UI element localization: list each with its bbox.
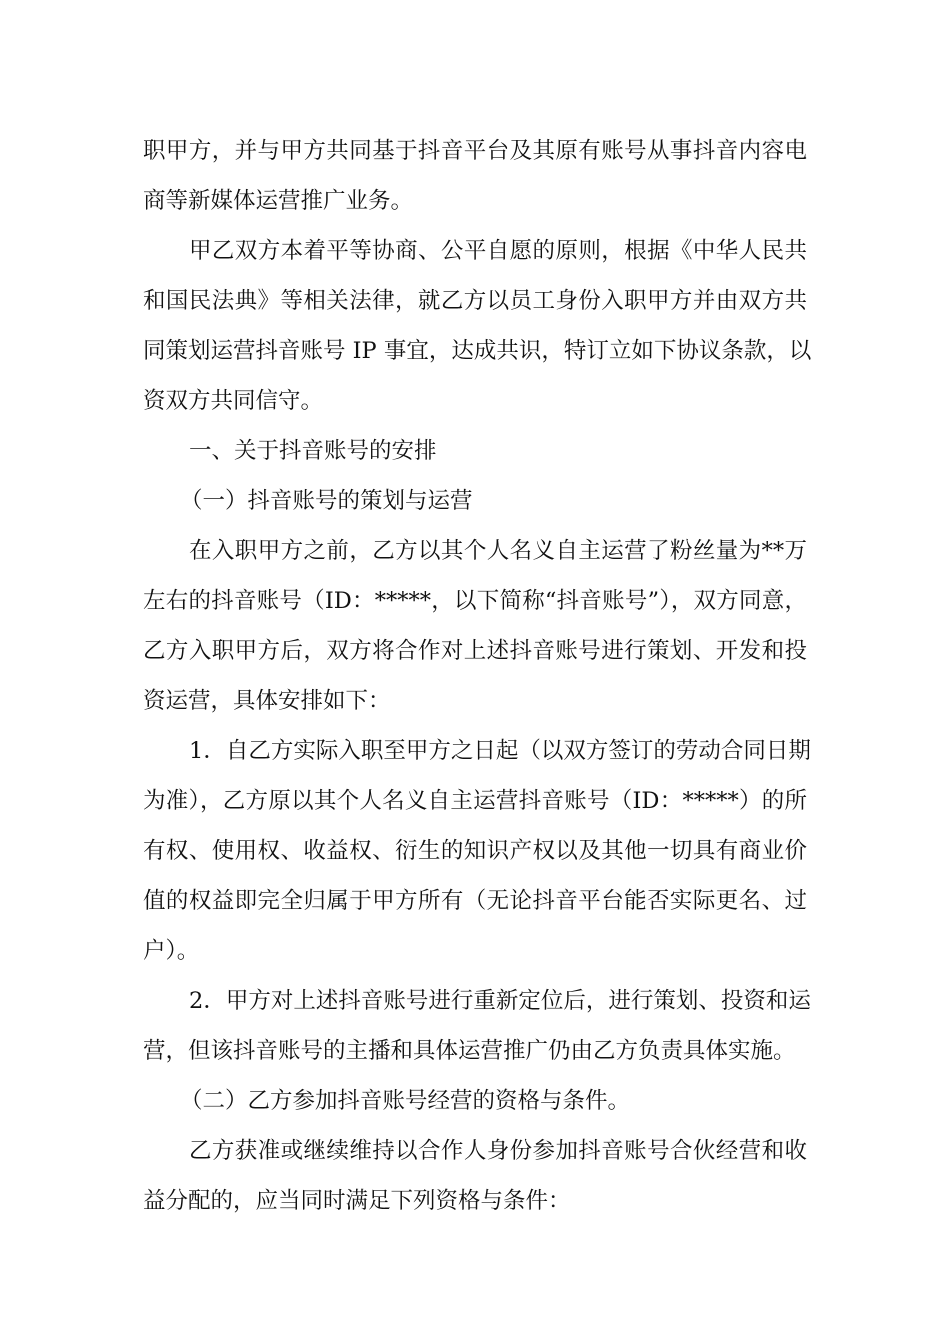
text-line: 为准），乙方原以其个人名义自主运营抖音账号（ID：*****）的所 — [143, 788, 807, 814]
text-line: 益分配的，应当同时满足下列资格与条件： — [143, 1188, 571, 1214]
heading-text: 一、关于抖音账号的安排 — [189, 438, 437, 464]
text-line: 商等新媒体运营推广业务。 — [143, 188, 414, 214]
text-line: 在入职甲方之前，乙方以其个人名义自主运营了粉丝量为**万 — [189, 538, 807, 564]
text-line: 1．自乙方实际入职至甲方之日起（以双方签订的劳动合同日期 — [189, 738, 811, 764]
text-line: 职甲方，并与甲方共同基于抖音平台及其原有账号从事抖音内容电 — [143, 138, 807, 164]
text-line: 营，但该抖音账号的主播和具体运营推广仍由乙方负责具体实施。 — [143, 1038, 796, 1064]
text-line: 乙方入职甲方后，双方将合作对上述抖音账号进行策划、开发和投 — [143, 638, 807, 664]
text-line: 值的权益即完全归属于甲方所有（无论抖音平台能否实际更名、过 — [143, 888, 807, 914]
subheading-text: （一）抖音账号的策划与运营 — [180, 488, 473, 514]
text-line: 资运营，具体安排如下： — [143, 688, 391, 714]
text-line: 同策划运营抖音账号 IP 事宜，达成共识，特订立如下协议条款，以 — [143, 338, 812, 364]
text-line: 2．甲方对上述抖音账号进行重新定位后，进行策划、投资和运 — [189, 988, 811, 1014]
subheading-text: （二）乙方参加抖音账号经营的资格与条件。 — [180, 1088, 631, 1114]
text-line: 乙方获准或继续维持以合作人身份参加抖音账号合伙经营和收 — [189, 1138, 807, 1164]
text-line: 资双方共同信守。 — [143, 388, 324, 414]
text-line: 和国民法典》等相关法律，就乙方以员工身份入职甲方并由双方共 — [143, 288, 807, 314]
text-line: 户）。 — [143, 938, 200, 964]
text-line: 左右的抖音账号（ID：*****，以下简称“抖音账号”），双方同意， — [143, 588, 807, 614]
text-line: 有权、使用权、收益权、衍生的知识产权以及其他一切具有商业价 — [143, 838, 807, 864]
text-line: 甲乙双方本着平等协商、公平自愿的原则，根据《中华人民共 — [189, 238, 807, 264]
